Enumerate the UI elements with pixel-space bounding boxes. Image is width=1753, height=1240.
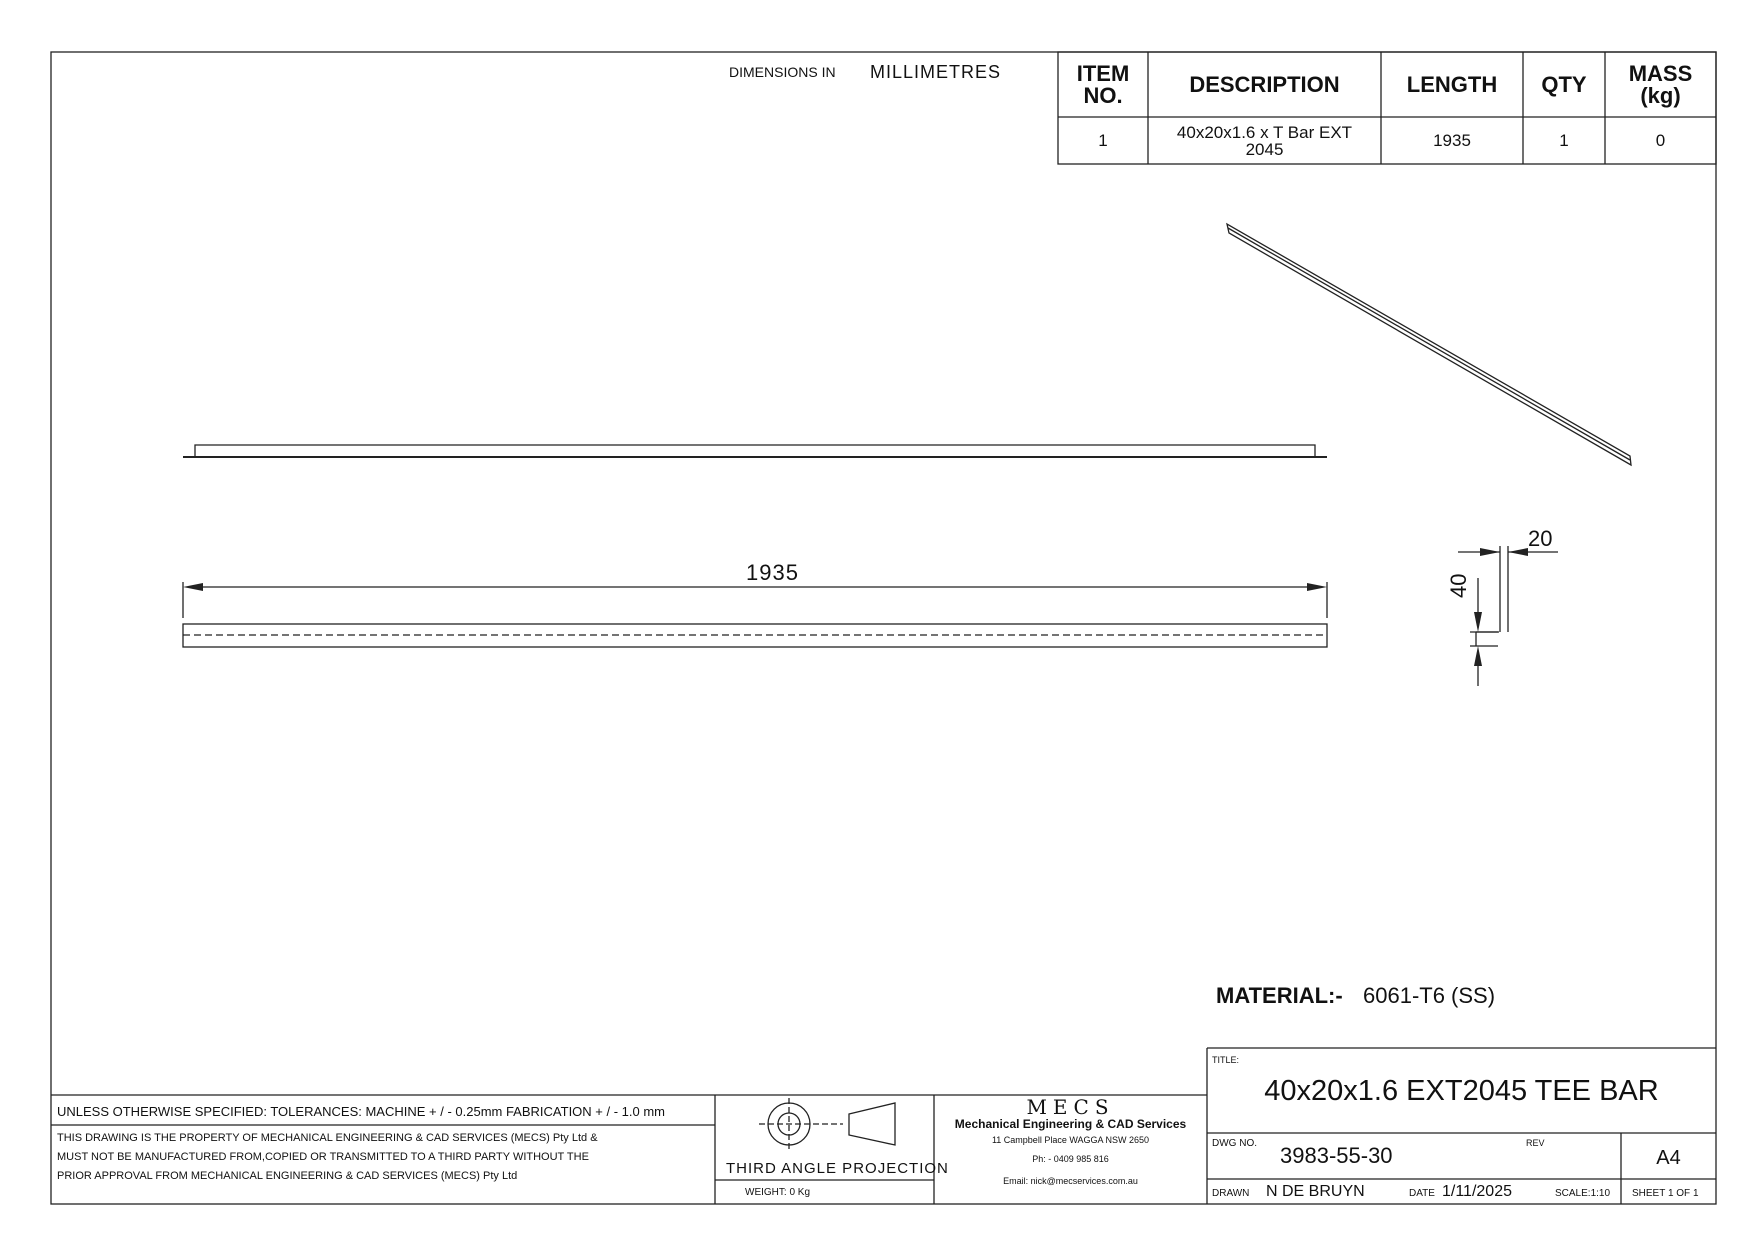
company-phone: Ph: - 0409 985 816 xyxy=(1032,1154,1109,1164)
material-value: 6061-T6 (SS) xyxy=(1363,983,1496,1008)
bom-header-qty: QTY xyxy=(1541,71,1587,97)
sheet-border xyxy=(51,52,1716,1204)
bom-cell-mass: 0 xyxy=(1655,131,1666,150)
projection-symbol-icon xyxy=(759,1098,895,1150)
dwg-no: 3983-55-30 xyxy=(1280,1143,1393,1168)
property-notice-line-1: THIS DRAWING IS THE PROPERTY OF MECHANICAL ENGINEERING & CAD SERVICES (MECS) Pty Ltd & xyxy=(57,1132,598,1144)
dwg-no-label: DWG NO. xyxy=(1212,1138,1257,1149)
length-dimension xyxy=(183,582,1327,618)
sheet-size: A4 xyxy=(1656,1147,1681,1169)
dimensions-unit: MILLIMETRES xyxy=(870,62,1002,82)
drawing-date: 1/11/2025 xyxy=(1442,1183,1512,1200)
bom-cell-qty: 1 xyxy=(1559,131,1569,150)
dimension-flange-width: 20 xyxy=(1528,526,1553,551)
company-email: Email: nick@mecservices.com.au xyxy=(1003,1176,1138,1186)
property-notice-line-3: PRIOR APPROVAL FROM MECHANICAL ENGINEERING & CAD SERVICES (MECS) Pty Ltd xyxy=(57,1170,518,1182)
sheet-number: SHEET 1 OF 1 xyxy=(1632,1188,1699,1199)
bom-header-description: DESCRIPTION xyxy=(1189,71,1340,97)
rev-label: REV xyxy=(1526,1138,1545,1148)
drawn-label: DRAWN xyxy=(1212,1188,1250,1199)
side-view xyxy=(183,445,1327,457)
company-logo: MECS xyxy=(1026,1095,1115,1119)
projection-label: THIRD ANGLE PROJECTION xyxy=(726,1160,949,1177)
company-address: 11 Campbell Place WAGGA NSW 2650 xyxy=(991,1135,1150,1145)
company-block xyxy=(934,1097,1207,1192)
material-label: MATERIAL:- xyxy=(1216,983,1343,1008)
bom-cell-length: 1935 xyxy=(1433,131,1471,150)
drawn-by: N DE BRUYN xyxy=(1266,1183,1365,1200)
dimension-height: 40 xyxy=(1446,573,1471,598)
tolerances-note: UNLESS OTHERWISE SPECIFIED: TOLERANCES: MACHINE + / - 0.25mm FABRICATION + / - 1.0 mm xyxy=(57,1104,665,1119)
bom-header-length: LENGTH xyxy=(1406,71,1498,97)
title-label: TITLE: xyxy=(1212,1055,1240,1065)
bom-header-item: ITEM NO. xyxy=(1076,60,1130,108)
end-view xyxy=(1458,546,1558,686)
scale-label: SCALE:1:10 xyxy=(1555,1188,1611,1199)
property-notice-line-2: MUST NOT BE MANUFACTURED FROM,COPIED OR TRANSMITTED TO A THIRD PARTY WITHOUT THE xyxy=(57,1151,589,1163)
top-view xyxy=(183,624,1327,647)
date-label: DATE xyxy=(1409,1188,1435,1199)
isometric-view xyxy=(1227,224,1631,465)
dimensions-label: DIMENSIONS IN xyxy=(729,64,836,80)
dimension-overall-length: 1935 xyxy=(746,560,799,585)
company-name: Mechanical Engineering & CAD Services xyxy=(954,1117,1187,1131)
drawing-title: 40x20x1.6 EXT2045 TEE BAR xyxy=(1264,1075,1659,1107)
bom-cell-description: 40x20x1.6 x T Bar EXT 2045 xyxy=(1176,122,1353,159)
weight-label: WEIGHT: 0 Kg xyxy=(745,1187,811,1198)
bom-header-mass: MASS (kg) xyxy=(1628,60,1693,108)
bom-cell-item: 1 xyxy=(1098,131,1108,150)
